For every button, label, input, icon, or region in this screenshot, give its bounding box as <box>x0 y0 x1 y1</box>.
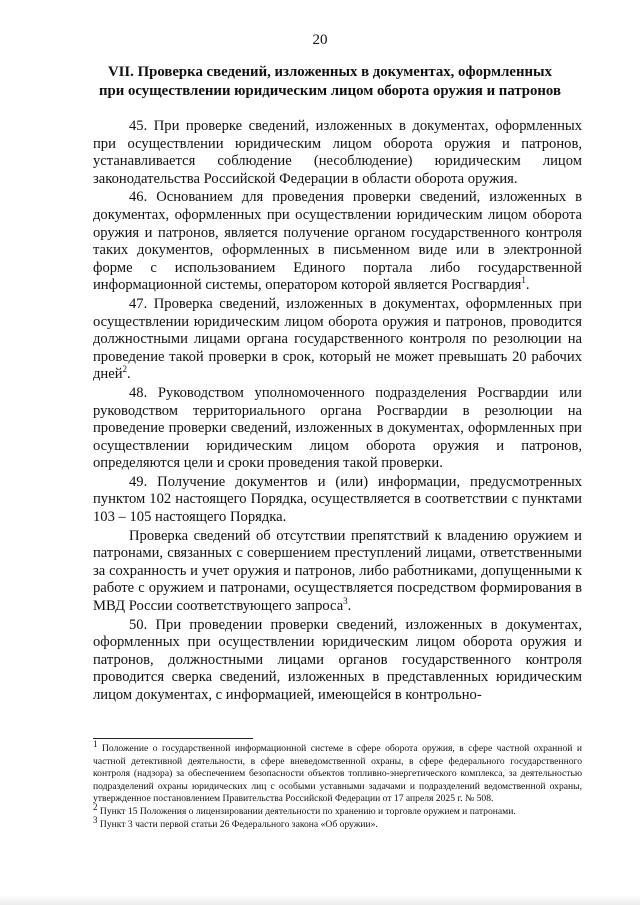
paragraph-49-continuation: Проверка сведений об отсутствии препятствий к владению оружием и патронами, связанных с совершением преступлений лицами, ответственными за сохранность и учет оружия и патронов, либо работниками, допущенными к работе с оружием и патронами, осуществляется посредством формирования в МВД России соответствующего запроса$^3$. <box>93 527 582 615</box>
footnotes <box>93 738 582 831</box>
paragraph-50: 50. При проведении проверки сведений, изложенных в документах, оформленных при осуществлении юридическим лицом оборота оружия и патронов, должностными лицами органов государственного контроля проводится сверка сведений, изложенных в представленных юридическим лицом документах, с информацией, имеющейся в контрольно- <box>93 616 582 703</box>
section-heading-line-1: VII. Проверка сведений, изложенных в документах, оформленных <box>107 64 553 80</box>
paragraph-46: 46. Основанием для проведения проверки сведений, изложенных в документах, оформленных при осуществлении юридическим лицом оборота оружия и патронов, является получение органом государственного контроля таких документов, оформленных в письменном виде или в электронной форме с использованием Единого портала либо государственной информационной системы, оператором которой является Росгвардия$^1$. <box>93 189 582 294</box>
footnote-ref-3[interactable]: 3 <box>343 596 348 607</box>
scan-edge <box>0 895 640 905</box>
footnote-ref-2[interactable]: 2 <box>122 364 128 375</box>
paragraph-47: 47. Проверка сведений, изложенных в документах, оформленных при осуществлении юридическим лицом оборота оружия и патронов, проводится должностными лицами органа государственного контроля по резолюции на проведение такой проверки в срок, который не может превышать 20 рабочих дней$^2$. <box>93 295 582 383</box>
footnote-2: $^2$ Пункт 15 Положения о лицензировании деятельности по хранению и торговле оружием и патронами. <box>93 801 516 817</box>
section-heading-line-2: при осуществлении юридическим лицом оборота оружия и патронов <box>99 83 561 99</box>
paragraph-49: 49. Получение документов и (или) информации, предусмотренных пунктом 102 настоящего Порядка, осуществляется в соответствии с пунктами 103 – 105 настоящего Порядка. <box>93 473 582 526</box>
paragraph-45: 45. При проверке сведений, изложенных в документах, оформленных при осуществлении юридическим лицом оборота оружия и патронов, устанавливается соблюдение (несоблюдение) юридическим лицом законодательства Российской Федерации в области оборота оружия. <box>93 118 582 187</box>
body-text <box>93 118 582 706</box>
footnote-divider <box>93 738 253 739</box>
footnote-3: $^3$ Пункт 3 части первой статьи 26 Федерального закона «Об оружии». <box>93 814 378 830</box>
paragraph-48: 48. Руководством уполномоченного подразделения Росгвардии или руководством территориального органа Росгвардии в резолюции на проведение проверки сведений, изложенных в документах, оформленных при осуществлении юридическим лицом оборота оружия и патронов, определяются цели и сроки проведения такой проверки. <box>93 384 582 472</box>
footnote-ref-1[interactable]: 1 <box>521 275 526 286</box>
footnote-1: $^1$ Положение о государственной информационной системе в сфере оборота оружия, в сфере частной охранной и частной детективной деятельности, в сфере вневедомственной охраны, в сфере федерального государственного контроля (надзора) за обеспечением безопасности объектов топливно-энергетического комплекса, за деятельностью подразделений охраны юридических лиц с особыми уставными задачами и подразделений ведомственной охраны, утвержденное постановлением Правительства Российской Федерации от 17 апреля 2025 г. № 508. <box>93 738 582 805</box>
page-number: 20 <box>312 32 328 48</box>
section-heading <box>78 63 582 101</box>
